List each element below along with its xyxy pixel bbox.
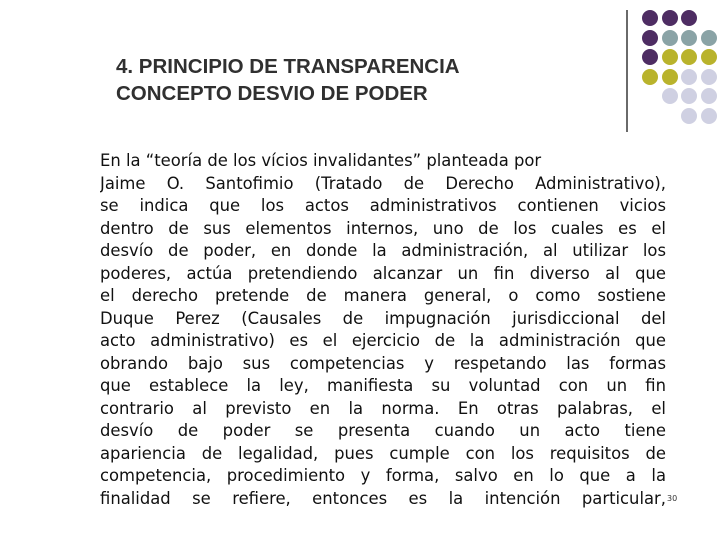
body-line: acto administrativo) es el ejercicio de la administración que — [100, 331, 666, 350]
decorative-dot — [662, 49, 678, 65]
decorative-dot — [701, 30, 717, 46]
vertical-divider-line — [626, 10, 628, 132]
decorative-dot — [642, 10, 658, 26]
title-line-1: 4. PRINCIPIO DE TRANSPARENCIA — [116, 55, 460, 78]
body-text — [100, 150, 666, 540]
body-line: el derecho pretende de manera general, o como sostiene — [100, 286, 666, 305]
decorative-dot — [681, 10, 697, 26]
decorative-dot — [701, 49, 717, 65]
title-line-2: CONCEPTO DESVIO DE PODER — [116, 82, 428, 105]
body-line: competencia, procedimiento y forma, salvo en lo que a la — [100, 466, 666, 485]
page-number: 30 — [667, 494, 678, 503]
decorative-dot — [662, 10, 678, 26]
decorative-dot — [681, 69, 697, 85]
decorative-dot — [701, 108, 717, 124]
decorative-dot — [681, 49, 697, 65]
decorative-dot — [642, 69, 658, 85]
decorative-dot — [681, 88, 697, 104]
body-line: que establece la ley, manifiesta su voluntad con un fin — [100, 376, 666, 395]
body-line: Jaime O. Santofimio (Tratado de Derecho Administrativo), — [100, 173, 666, 193]
body-line: poderes, actúa pretendiendo alcanzar un fin diverso al que — [100, 263, 666, 283]
decorative-dot — [662, 88, 678, 104]
decorative-dot — [681, 108, 697, 124]
body-line: Duque Perez (Causales de impugnación jurisdiccional del — [100, 308, 666, 328]
decorative-dot — [701, 69, 717, 85]
body-line: se indica que los actos administrativos contienen vicios — [100, 196, 666, 215]
slide-title — [116, 53, 596, 107]
body-line: desvío de poder, en donde la administración, al utilizar los — [100, 241, 666, 260]
decorative-dot — [662, 30, 678, 46]
decorative-dot — [701, 88, 717, 104]
body-line: desvío de poder se presenta cuando un acto tiene — [100, 421, 666, 440]
body-line: apariencia de legalidad, pues cumple con los requisitos de — [100, 443, 666, 463]
decorative-dot — [681, 30, 697, 46]
decorative-dot — [662, 69, 678, 85]
decorative-dot — [642, 30, 658, 46]
body-line: dentro de sus elementos internos, uno de los cuales es el — [100, 218, 666, 238]
body-line: En la “teoría de los vícios invalidantes” planteada por — [100, 151, 542, 170]
body-line: obrando bajo sus competencias y respetando las formas — [100, 353, 666, 373]
body-line: contrario al previsto en la norma. En otras palabras, el — [100, 398, 666, 418]
body-line: finalidad se refiere, entonces es la intención particular, — [100, 488, 666, 508]
decorative-dot — [642, 49, 658, 65]
